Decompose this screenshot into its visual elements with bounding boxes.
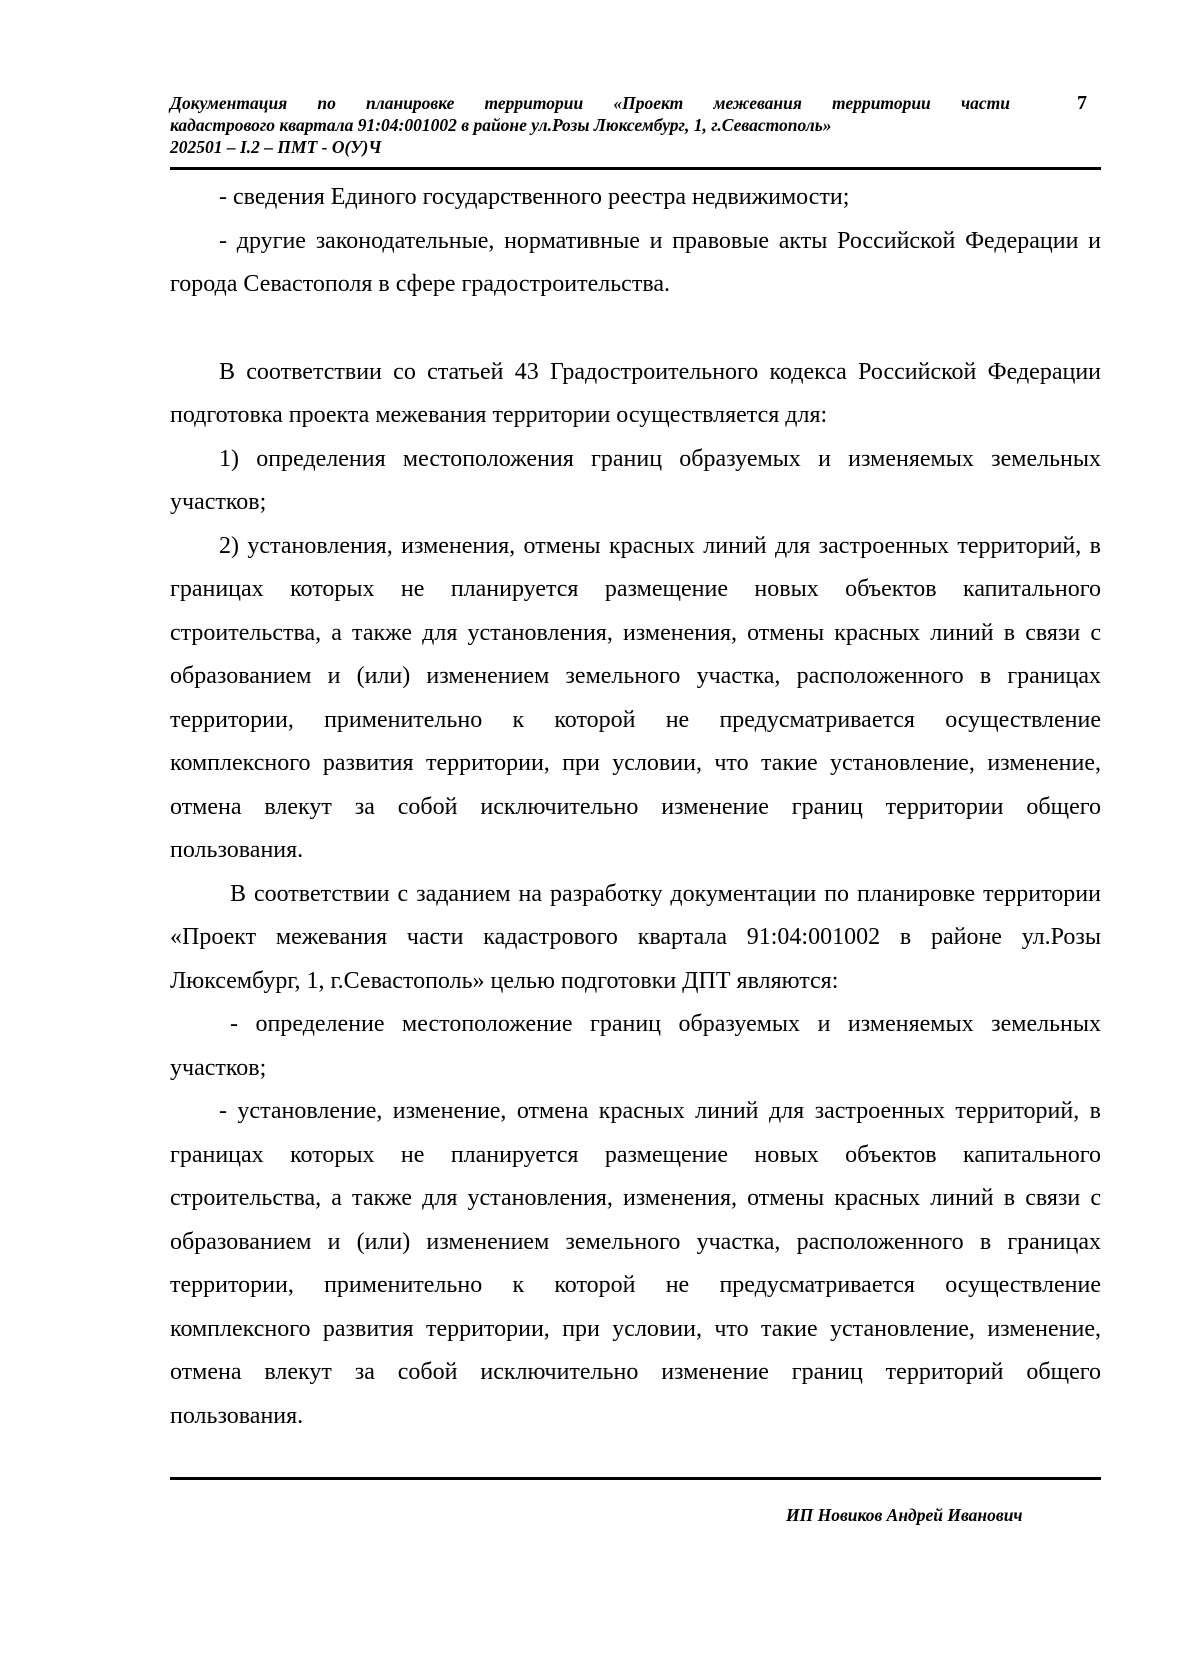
footer-author: ИП Новиков Андрей Иванович (786, 1505, 1023, 1525)
paragraph-article-43: В соответствии со статьей 43 Градостроительного кодекса Российской Федерации подготовка проекта межевания территории осуществляется для: (170, 358, 1101, 428)
list-item-1: 1) определения местоположения границ образуемых и изменяемых земельных участков; (170, 445, 1101, 515)
document-header (170, 92, 1100, 158)
paragraph-egrn-data: - сведения Единого государственного реестра недвижимости; (219, 184, 850, 210)
list-item-2: 2) установления, изменения, отмены красных линий для застроенных территорий, в границах которых не планируется размещение новых объектов капитального строительства, а также для установления, изменения, отмены красных линий в связи с образованием и (или) изменением земельного участка, расположенного в границах территории, применительно к которой не предусматривается осуществление комплексного развития территории, при условии, что такие установление, изменение, отмена влекут за собой исключительно изменение границ территории общего пользования. (170, 532, 1101, 863)
header-divider (170, 167, 1101, 170)
paragraph-task-goals: В соответствии с заданием на разработку документации по планировке территории «Проект межевания части кадастрового квартала 91:04:001002 в районе ул.Розы Люксембург, 1, г.Севастополь» целью подготовки ДПТ являются: (170, 880, 1101, 994)
paragraph-legal-acts: - другие законодательные, нормативные и правовые акты Российской Федерации и города Севастополя в сфере градостроительства. (170, 227, 1101, 297)
footer-divider (170, 1477, 1101, 1480)
page-number: 7 (1077, 92, 1087, 114)
document-body (170, 176, 1101, 1438)
goal-item-1: - определение местоположение границ образуемых и изменяемых земельных участков; (170, 1011, 1101, 1081)
goal-item-2: - установление, изменение, отмена красных линий для застроенных территорий, в границах которых не планируется размещение новых объектов капитального строительства, а также для установления, изменения, отмены красных линий в связи с образованием и (или) изменением земельного участка, расположенного в границах территории, применительно к которой не предусматривается осуществление комплексного развития территории, при условии, что такие установление, изменение, отмена влекут за собой исключительно изменение границ территорий общего пользования. (170, 1098, 1101, 1429)
header-title-line-1: Документация по планировке территории «Проект межевания территории части (170, 93, 1010, 113)
header-title-line-2: кадастрового квартала 91:04:001002 в районе ул.Розы Люксембург, 1, г.Севастополь» (170, 115, 832, 135)
header-document-code: 202501 – I.2 – ПМТ - О(У)Ч (170, 137, 382, 157)
